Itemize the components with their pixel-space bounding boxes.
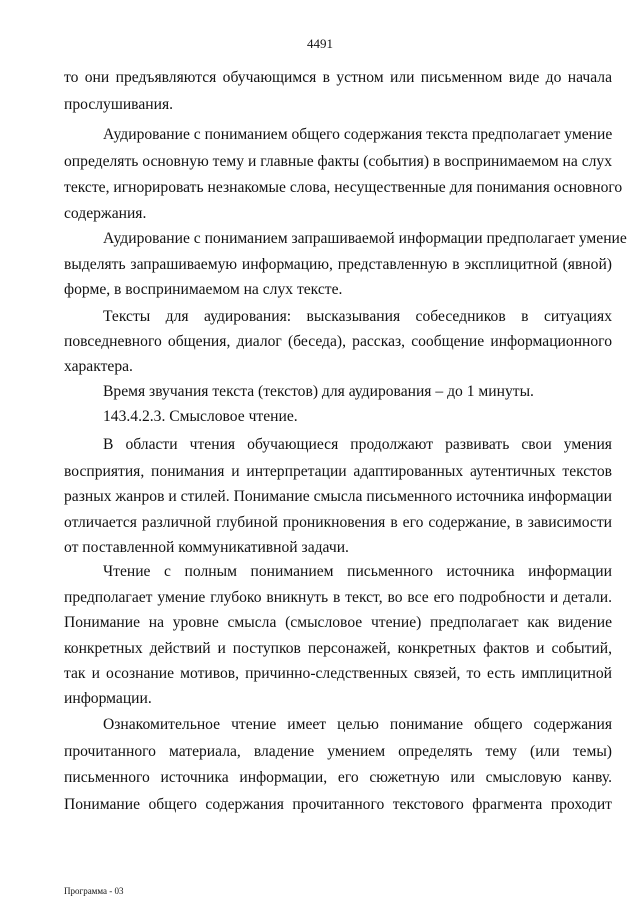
- text-line: В области чтения обучающиеся продолжают развивать свои умения: [103, 436, 612, 453]
- text-line: информации.: [64, 690, 152, 707]
- text-line: письменного источника информации, его сюжетную или смысловую канву.: [64, 769, 612, 786]
- text-line: прочитанного материала, владение умением определять тему (или темы): [64, 743, 612, 760]
- page-number: 4491: [307, 36, 333, 51]
- text-line: отличается различной глубиной проникновения в его содержание, в зависимости: [64, 514, 612, 531]
- text-line: характера.: [64, 358, 133, 375]
- text-line: конкретных действий и поступков персонажей, конкретных фактов и событий,: [64, 640, 612, 657]
- text-line: то они предъявляются обучающимся в устном или письменном виде до начала: [64, 69, 612, 86]
- text-line: выделять запрашиваемую информацию, представленную в эксплицитной (явной): [64, 256, 612, 273]
- text-line: разных жанров и стилей. Понимание смысла письменного источника информации: [64, 488, 612, 505]
- text-line: Чтение с полным пониманием письменного источника информации: [103, 563, 612, 580]
- footer-label: Программа - 03: [64, 886, 124, 896]
- text-line: тексте, игнорировать незнакомые слова, несущественные для понимания основного: [64, 179, 623, 196]
- text-line: содержания.: [64, 205, 147, 222]
- text-line: Понимание общего содержания прочитанного текстового фрагмента проходит: [64, 796, 612, 813]
- text-line: так и осознание мотивов, причинно-следственных связей, то есть имплицитной: [64, 665, 612, 682]
- text-line: от поставленной коммуникативной задачи.: [64, 539, 349, 556]
- section-heading: 143.4.2.3. Смысловое чтение.: [103, 408, 298, 425]
- text-line: Понимание на уровне смысла (смысловое чтение) предполагает как видение: [64, 614, 612, 631]
- text-line: Аудирование с пониманием общего содержания текста предполагает умение: [103, 126, 613, 143]
- text-line: Тексты для аудирования: высказывания собеседников в ситуациях: [103, 308, 612, 325]
- text-line: определять основную тему и главные факты (события) в воспринимаемом на слух: [64, 153, 612, 170]
- text-line: прослушивания.: [64, 96, 174, 113]
- text-line: Аудирование с пониманием запрашиваемой информации предполагает умение: [103, 230, 627, 247]
- text-line: Время звучания текста (текстов) для аудирования – до 1 минуты.: [103, 383, 534, 400]
- text-line: повседневного общения, диалог (беседа), рассказ, сообщение информационного: [64, 333, 612, 350]
- text-line: предполагает умение глубоко вникнуть в текст, во все его подробности и детали.: [64, 589, 612, 606]
- text-line: Ознакомительное чтение имеет целью понимание общего содержания: [103, 716, 612, 733]
- text-line: восприятия, понимания и интерпретации адаптированных аутентичных текстов: [64, 463, 612, 480]
- text-line: форме, в воспринимаемом на слух тексте.: [64, 281, 343, 298]
